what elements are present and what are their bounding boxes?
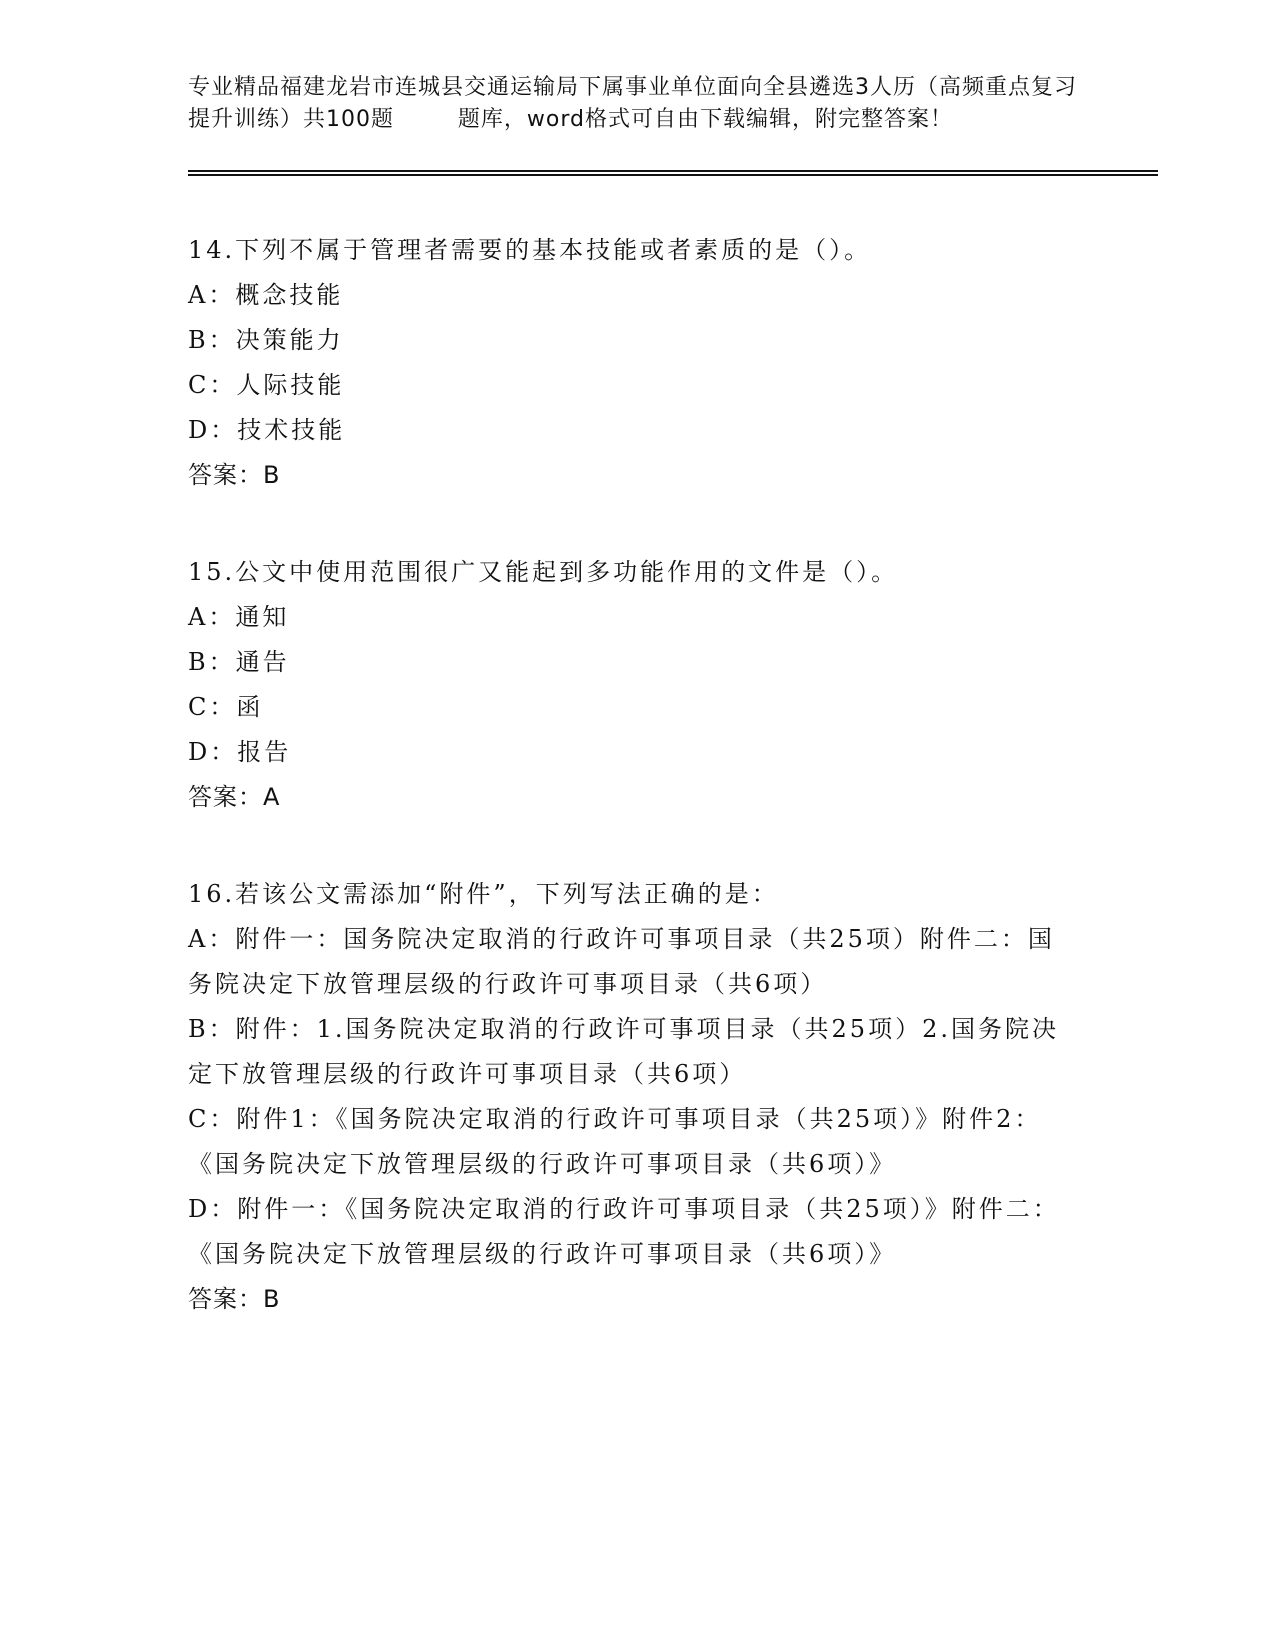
option-b: B：决策能力: [188, 326, 344, 354]
option-a: A：附件一：国务院决定取消的行政许可事项目录（共25项）附件二：国务院决定下放管理层级的行政许可事项目录（共6项）: [188, 925, 1055, 998]
option-d: D：技术技能: [188, 416, 346, 444]
option-a: A：概念技能: [188, 281, 344, 309]
document-page: [188, 72, 1153, 1322]
answer: 答案：B: [188, 461, 281, 489]
option-c: C：附件1：《国务院决定取消的行政许可事项目录（共25项）》附件2：《国务院决定下放管理层级的行政许可事项目录（共6项）》: [188, 1105, 1042, 1178]
option-a: A：通知: [188, 603, 290, 631]
option-d: D：附件一：《国务院决定取消的行政许可事项目录（共25项）》附件二：《国务院决定下放管理层级的行政许可事项目录（共6项）》: [188, 1195, 1060, 1268]
option-b: B：附件：1.国务院决定取消的行政许可事项目录（共25项）2.国务院决定下放管理层级的行政许可事项目录（共6项）: [188, 1015, 1059, 1088]
question-stem: 15.公文中使用范围很广又能起到多功能作用的文件是（）。: [188, 558, 899, 586]
question-16: [188, 872, 1153, 1322]
option-c: C：人际技能: [188, 371, 345, 399]
answer: 答案：B: [188, 1285, 281, 1313]
question-15: [188, 550, 1153, 820]
option-c: C：函: [188, 693, 264, 721]
question-stem: 16.若该公文需添加“附件”，下列写法正确的是：: [188, 880, 779, 908]
question-14: [188, 228, 1153, 498]
header-double-rule: [188, 170, 1158, 176]
document-header: 专业精品福建龙岩市连城县交通运输局下属事业单位面向全县遴选3人历（高频重点复习提升训练）共100题 题库，word格式可自由下载编辑，附完整答案！: [188, 75, 1077, 132]
answer: 答案：A: [188, 783, 281, 811]
question-stem: 14.下列不属于管理者需要的基本技能或者素质的是（）。: [188, 236, 872, 264]
option-d: D：报告: [188, 738, 292, 766]
option-b: B：通告: [188, 648, 290, 676]
